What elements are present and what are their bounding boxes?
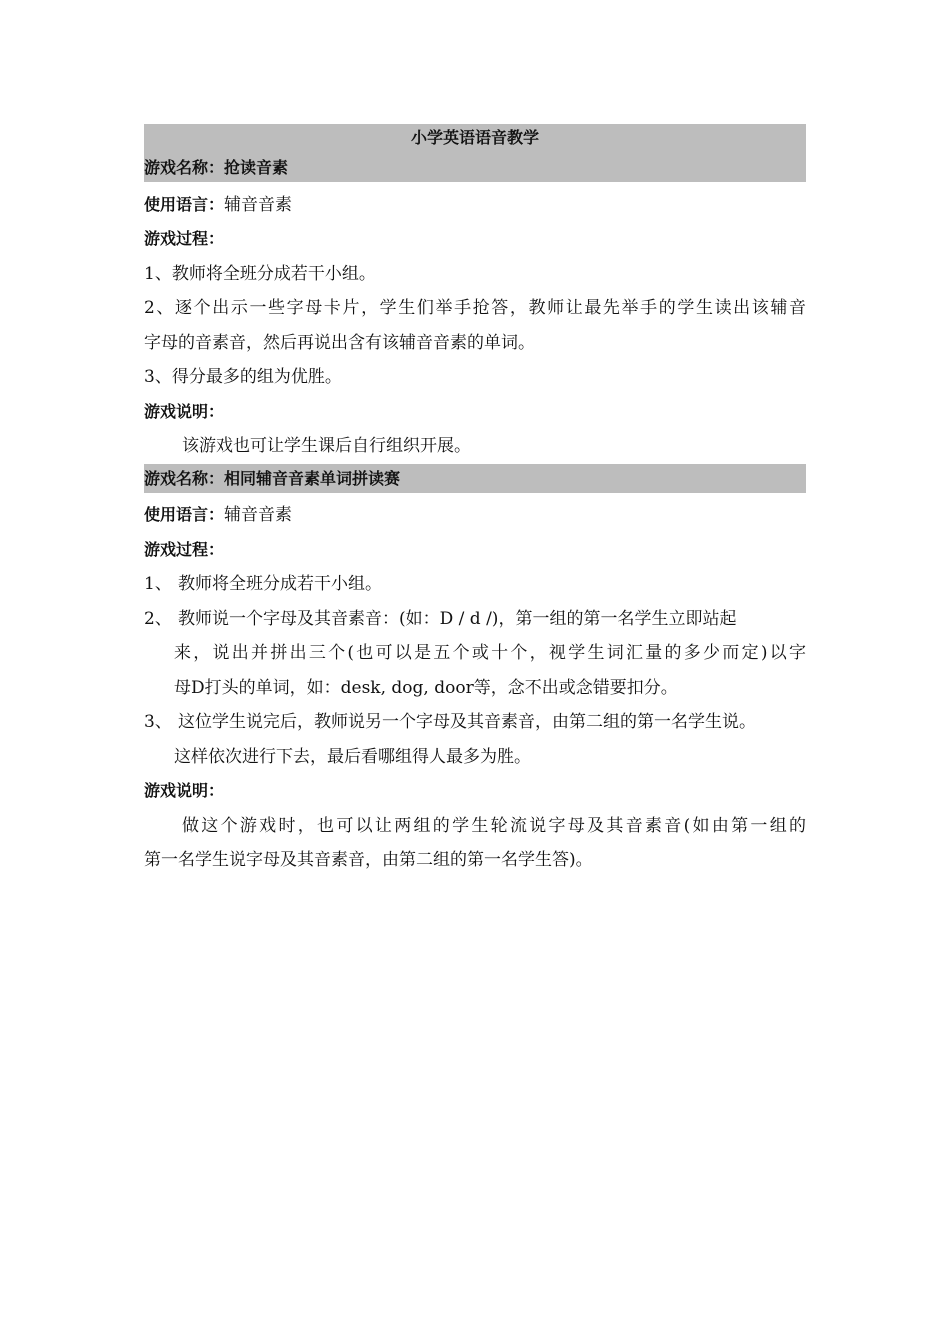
document-page [144, 124, 806, 878]
game2-step-2 [144, 602, 806, 637]
game2-step-2-num: 2、 [144, 608, 172, 629]
game1-step-1: 1、教师将全班分成若干小组。 [144, 263, 376, 284]
game2-step-1-text: 教师将全班分成若干小组。 [178, 574, 382, 594]
game2-step-3-line2: 这样依次进行下去，最后看哪组得人最多为胜。 [174, 746, 531, 767]
game1-name-label: 游戏名称： [144, 158, 225, 177]
game2-step-3 [144, 705, 806, 740]
game2-step-1 [144, 567, 806, 602]
game1-process-label: 游戏过程： [144, 229, 225, 248]
document-title: 小学英语语音教学 [144, 124, 806, 153]
game2-step-1-num: 1、 [144, 574, 172, 594]
game1-name-row [144, 153, 806, 182]
game2-note-label: 游戏说明： [144, 781, 225, 800]
game2-process-label: 游戏过程： [144, 539, 225, 559]
game2-lang-label: 使用语言： [144, 505, 225, 524]
game2-name-row [144, 464, 806, 493]
game1-note: 该游戏也可让学生课后自行组织开展。 [182, 436, 471, 456]
game2-name-label: 游戏名称： [144, 468, 225, 488]
game2-step-2-line3: 母D打头的单词，如：desk, dog, door等，念不出或念错要扣分。 [174, 677, 678, 698]
game2-name: 相同辅音音素单词拼读赛 [224, 468, 401, 488]
game2-lang: 辅音音素 [224, 505, 293, 525]
game1-lang: 辅音音素 [224, 194, 293, 215]
game1-lang-row [144, 188, 806, 223]
game2-step-3-line1: 这位学生说完后，教师说另一个字母及其音素音，由第二组的第一名学生说。 [178, 712, 756, 732]
game2-step-3-num: 3、 [144, 712, 172, 732]
game2-step-2-line2: 来，说出并拼出三个(也可以是五个或十个，视学生词汇量的多少而定)以字 [174, 643, 806, 663]
game2-note-line1: 做这个游戏时，也可以让两组的学生轮流说字母及其音素音(如由第一组的 [182, 815, 806, 836]
game1-lang-label: 使用语言： [144, 194, 225, 214]
game2-note-line2: 第一名学生说字母及其音素音，由第二组的第一名学生答)。 [144, 850, 593, 870]
game1-step-2-cont: 字母的音素音，然后再说出含有该辅音音素的单词。 [144, 332, 535, 353]
game2-step-2-line1: 教师说一个字母及其音素音：(如：D / d /)，第一组的第一名学生立即站起 [178, 608, 737, 629]
game1-note-label: 游戏说明： [144, 401, 225, 421]
game1-step-3: 3、得分最多的组为优胜。 [144, 367, 342, 387]
game2-lang-row [144, 498, 806, 533]
game1-name: 抢读音素 [224, 158, 289, 177]
game1-step-2: 2、逐个出示一些字母卡片，学生们举手抢答，教师让最先举手的学生读出该辅音 [144, 298, 806, 318]
